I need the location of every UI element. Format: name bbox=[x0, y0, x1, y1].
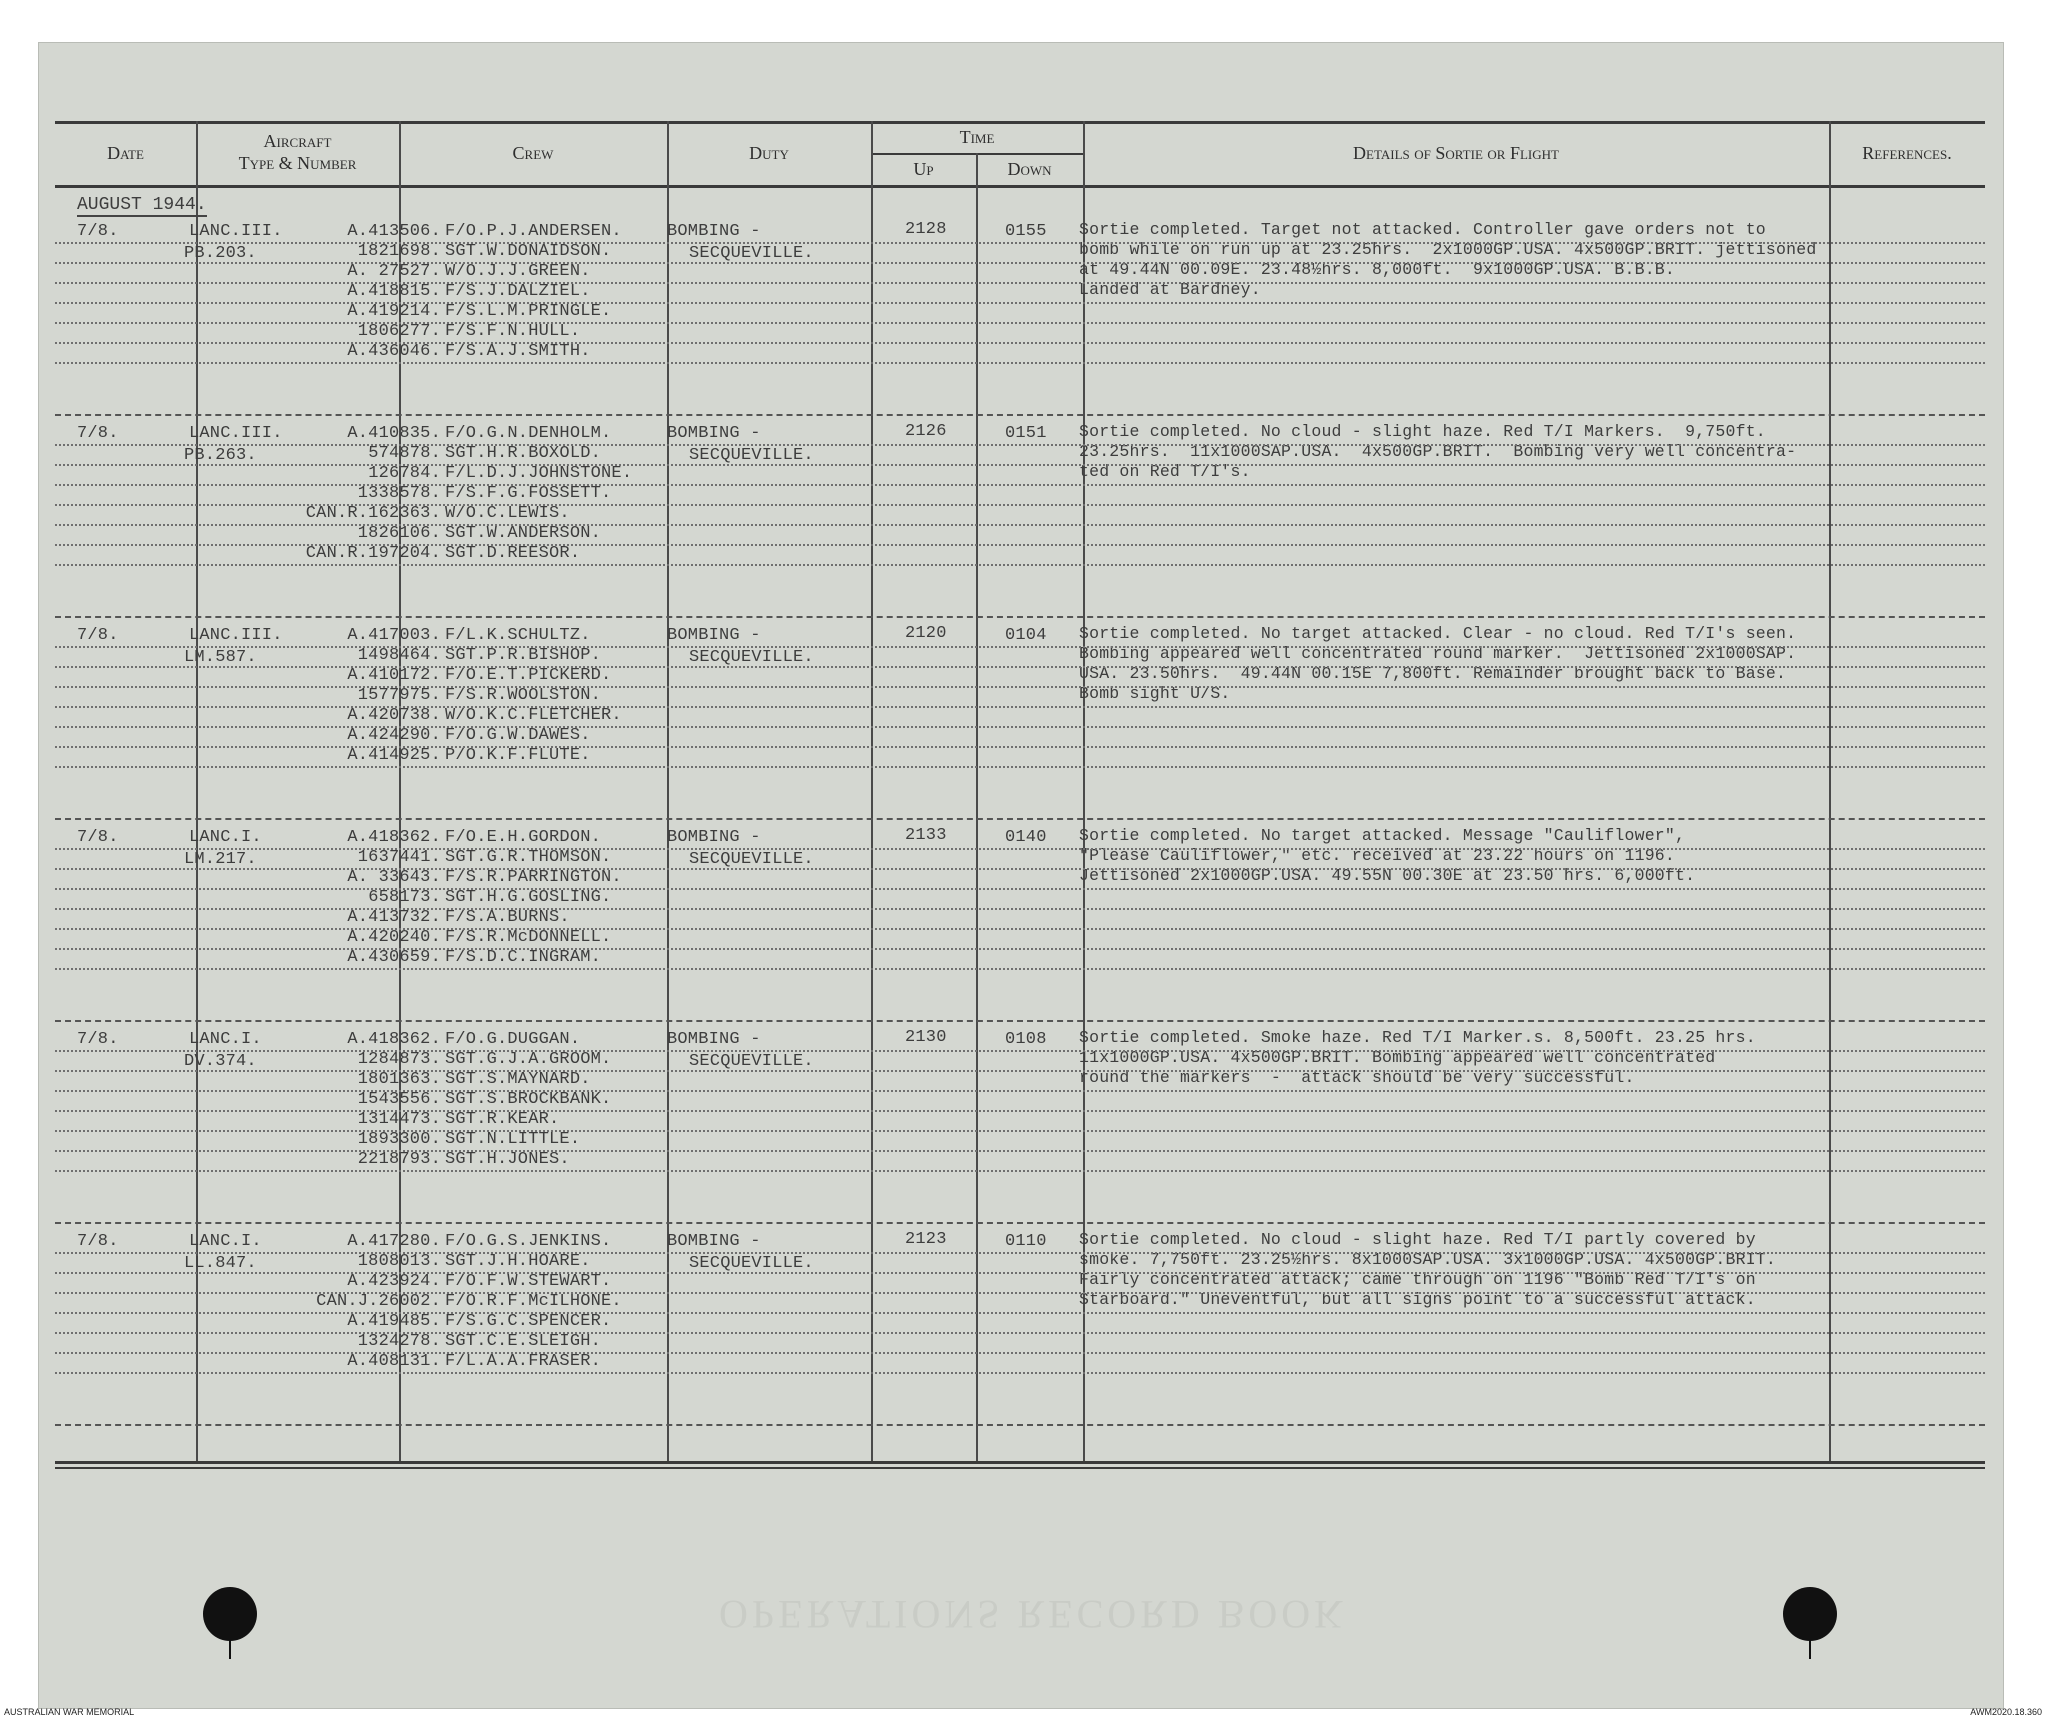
ruled-dotted-line bbox=[55, 868, 1985, 870]
crew-service-number: 1324278. bbox=[357, 1332, 441, 1351]
header-bottom-rule bbox=[55, 185, 1985, 188]
crew-member: F/S.F.N.HULL. bbox=[445, 322, 581, 341]
row-separator bbox=[55, 1424, 1985, 1426]
time-up: 2120 bbox=[905, 624, 947, 643]
bottom-rule-2 bbox=[55, 1467, 1985, 1469]
sortie-detail-line: Bombing appeared well concentrated round marker. Jettisoned 2x1000SAP. bbox=[1079, 644, 1797, 663]
aircraft-line: DV.374. bbox=[184, 1052, 257, 1071]
crew-service-number: A.424290. bbox=[347, 726, 441, 745]
ruled-dotted-line bbox=[55, 282, 1985, 284]
aircraft-line: LANC.III. bbox=[189, 424, 283, 443]
crew-member: F/S.R.PARRINGTON. bbox=[445, 868, 622, 887]
crew-member: SGT.G.J.A.GROOM. bbox=[445, 1050, 612, 1069]
ruled-dotted-line bbox=[55, 1090, 1985, 1092]
crew-member: SGT.H.R.BOXOLD. bbox=[445, 444, 602, 463]
crew-member: F/S.F.G.FOSSETT. bbox=[445, 484, 612, 503]
time-down: 0155 bbox=[1005, 222, 1047, 241]
crew-member: F/S.D.C.INGRAM. bbox=[445, 948, 602, 967]
ruled-dotted-line bbox=[55, 564, 1985, 566]
crew-member: F/S.R.WOOLSTON. bbox=[445, 686, 602, 705]
ruled-dotted-line bbox=[55, 1352, 1985, 1354]
crew-member: SGT.R.KEAR. bbox=[445, 1110, 560, 1129]
sortie-detail-line: Sortie completed. No cloud - slight haze. Red T/I Markers. 9,750ft. bbox=[1079, 422, 1766, 441]
time-up: 2130 bbox=[905, 1028, 947, 1047]
crew-service-number: A. 27527. bbox=[347, 262, 441, 281]
crew-service-number: A.423924. bbox=[347, 1272, 441, 1291]
crew-service-number: A.418815. bbox=[347, 282, 441, 301]
time-down: 0140 bbox=[1005, 828, 1047, 847]
crew-member: F/S.L.M.PRINGLE. bbox=[445, 302, 612, 321]
time-up: 2123 bbox=[905, 1230, 947, 1249]
sortie-date: 7/8. bbox=[77, 222, 119, 241]
bottom-rule-1 bbox=[55, 1461, 1985, 1464]
crew-service-number: A.430659. bbox=[347, 948, 441, 967]
ruled-dotted-line bbox=[55, 342, 1985, 344]
crew-service-number: 1808013. bbox=[357, 1252, 441, 1271]
ruled-dotted-line bbox=[55, 262, 1985, 264]
ruled-dotted-line bbox=[55, 1070, 1985, 1072]
ruled-dotted-line bbox=[55, 322, 1985, 324]
crew-service-number: 1543556. bbox=[357, 1090, 441, 1109]
crew-service-number: A.408131. bbox=[347, 1352, 441, 1371]
sortie-detail-line: 23.25hrs. 11x1000SAP.USA. 4x500GP.BRIT. Bombing very well concentra- bbox=[1079, 442, 1797, 461]
ruled-dotted-line bbox=[55, 928, 1985, 930]
sortie-detail-line: Fairly concentrated attack; came through on 1196 "Bomb Red T/I's on bbox=[1079, 1270, 1756, 1289]
ruled-dotted-line bbox=[55, 1130, 1985, 1132]
crew-service-number: A.413732. bbox=[347, 908, 441, 927]
duty-line: SECQUEVILLE. bbox=[689, 648, 814, 667]
crew-member: SGT.H.JONES. bbox=[445, 1150, 570, 1169]
crew-service-number: 1821698. bbox=[357, 242, 441, 261]
header-details: Details of Sortie or Flight bbox=[1353, 143, 1559, 163]
crew-member: P/O.K.F.FLUTE. bbox=[445, 746, 591, 765]
header-top-rule bbox=[55, 121, 1985, 124]
crew-member: F/O.G.DUGGAN. bbox=[445, 1030, 581, 1049]
ruled-dotted-line bbox=[55, 746, 1985, 748]
ruled-dotted-line bbox=[55, 302, 1985, 304]
aircraft-line: LM.217. bbox=[184, 850, 257, 869]
crew-service-number: 1577975. bbox=[357, 686, 441, 705]
crew-service-number: 1801363. bbox=[357, 1070, 441, 1089]
archive-reference: AWM2020.18.360 bbox=[1970, 1707, 2042, 1717]
crew-member: SGT.S.BROCKBANK. bbox=[445, 1090, 612, 1109]
crew-service-number: 1314473. bbox=[357, 1110, 441, 1129]
aircraft-line: LANC.III. bbox=[189, 626, 283, 645]
sortie-detail-line: "Please Cauliflower," etc. received at 23.22 hours on 1196. bbox=[1079, 846, 1675, 865]
header-aircraft-line2: Type & Number bbox=[238, 153, 357, 173]
duty-line: BOMBING - bbox=[667, 626, 761, 645]
crew-service-number: CAN.R.197204. bbox=[305, 544, 441, 563]
aircraft-line: LANC.I. bbox=[189, 828, 262, 847]
aircraft-line: PB.203. bbox=[184, 244, 257, 263]
ruled-dotted-line bbox=[55, 1050, 1985, 1052]
sortie-detail-line: Sortie completed. Smoke haze. Red T/I Marker.s. 8,500ft. 23.25 hrs. bbox=[1079, 1028, 1756, 1047]
duty-line: SECQUEVILLE. bbox=[689, 446, 814, 465]
sortie-date: 7/8. bbox=[77, 828, 119, 847]
crew-service-number: 2218793. bbox=[357, 1150, 441, 1169]
ruled-dotted-line bbox=[55, 646, 1985, 648]
ruled-dotted-line bbox=[55, 948, 1985, 950]
crew-service-number: A.413506. bbox=[347, 222, 441, 241]
crew-service-number: A. 33643. bbox=[347, 868, 441, 887]
crew-member: F/S.R.McDONNELL. bbox=[445, 928, 612, 947]
sortie-detail-line: smoke. 7,750ft. 23.25½hrs. 8x1000SAP.USA. 3x1000GP.USA. 4x500GP.BRIT. bbox=[1079, 1250, 1777, 1269]
crew-member: F/S.A.J.SMITH. bbox=[445, 342, 591, 361]
sortie-detail-line: Sortie completed. No target attacked. Clear - no cloud. Red T/I's seen. bbox=[1079, 624, 1797, 643]
archive-credit: AUSTRALIAN WAR MEMORIAL bbox=[4, 1707, 135, 1717]
aircraft-line: LM.587. bbox=[184, 648, 257, 667]
ruled-dotted-line bbox=[55, 1170, 1985, 1172]
crew-member: SGT.N.LITTLE. bbox=[445, 1130, 581, 1149]
crew-service-number: A.410835. bbox=[347, 424, 441, 443]
crew-service-number: CAN.R.162363. bbox=[305, 504, 441, 523]
time-down: 0104 bbox=[1005, 626, 1047, 645]
crew-member: SGT.P.R.BISHOP. bbox=[445, 646, 602, 665]
crew-service-number: A.419214. bbox=[347, 302, 441, 321]
crew-service-number: A.420738. bbox=[347, 706, 441, 725]
sortie-detail-line: USA. 23.50hrs. 49.44N 00.15E 7,800ft. Remainder brought back to Base. bbox=[1079, 664, 1787, 683]
header-up: Up bbox=[913, 159, 934, 179]
time-down: 0110 bbox=[1005, 1232, 1047, 1251]
crew-service-number: A.418362. bbox=[347, 1030, 441, 1049]
crew-service-number: A.436046. bbox=[347, 342, 441, 361]
ruled-dotted-line bbox=[55, 484, 1985, 486]
duty-line: BOMBING - bbox=[667, 828, 761, 847]
crew-service-number: A.419485. bbox=[347, 1312, 441, 1331]
ruled-dotted-line bbox=[55, 1110, 1985, 1112]
crew-member: F/O.F.W.STEWART. bbox=[445, 1272, 612, 1291]
header-aircraft-line1: Aircraft bbox=[263, 131, 332, 151]
sortie-date: 7/8. bbox=[77, 424, 119, 443]
crew-member: SGT.W.ANDERSON. bbox=[445, 524, 602, 543]
ruled-dotted-line bbox=[55, 1312, 1985, 1314]
header-crew: Crew bbox=[512, 143, 554, 163]
header-time: Time bbox=[959, 127, 995, 147]
crew-member: F/O.P.J.ANDERSEN. bbox=[445, 222, 622, 241]
sortie-date: 7/8. bbox=[77, 1030, 119, 1049]
sortie-detail-line: bomb while on run up at 23.25hrs. 2x1000GP.USA. 4x500GP.BRIT. jettisoned bbox=[1079, 240, 1817, 259]
crew-member: W/O.C.LEWIS. bbox=[445, 504, 570, 523]
ruled-dotted-line bbox=[55, 504, 1985, 506]
ruled-dotted-line bbox=[55, 888, 1985, 890]
row-separator bbox=[55, 1020, 1985, 1022]
sortie-detail-line: Sortie completed. No cloud - slight haze. Red T/I partly covered by bbox=[1079, 1230, 1756, 1249]
ruled-dotted-line bbox=[55, 1332, 1985, 1334]
crew-service-number: A.417280. bbox=[347, 1232, 441, 1251]
crew-member: F/L.D.J.JOHNSTONE. bbox=[445, 464, 633, 483]
crew-service-number: A.420240. bbox=[347, 928, 441, 947]
sortie-detail-line: 11x1000GP.USA. 4x500GP.BRIT. Bombing appeared well concentrated bbox=[1079, 1048, 1716, 1067]
sortie-date: 7/8. bbox=[77, 1232, 119, 1251]
ruled-dotted-line bbox=[55, 1292, 1985, 1294]
crew-service-number: 1498464. bbox=[357, 646, 441, 665]
crew-service-number: CAN.J.26002. bbox=[316, 1292, 441, 1311]
aircraft-line: LANC.III. bbox=[189, 222, 283, 241]
duty-line: SECQUEVILLE. bbox=[689, 1254, 814, 1273]
ruled-dotted-line bbox=[55, 706, 1985, 708]
show-through-text: OPERATIONS RECORD BOOK bbox=[719, 1592, 1348, 1637]
ruled-dotted-line bbox=[55, 444, 1985, 446]
crew-service-number: 1338578. bbox=[357, 484, 441, 503]
row-separator bbox=[55, 616, 1985, 618]
crew-member: SGT.S.MAYNARD. bbox=[445, 1070, 591, 1089]
crew-service-number: A.414925. bbox=[347, 746, 441, 765]
crew-service-number: 1806277. bbox=[357, 322, 441, 341]
ruled-dotted-line bbox=[55, 544, 1985, 546]
aircraft-line: LANC.I. bbox=[189, 1232, 262, 1251]
time-up: 2128 bbox=[905, 220, 947, 239]
col-divider-up bbox=[976, 153, 978, 1461]
crew-member: F/S.G.C.SPENCER. bbox=[445, 1312, 612, 1331]
aircraft-line: PB.263. bbox=[184, 446, 257, 465]
duty-line: BOMBING - bbox=[667, 1030, 761, 1049]
crew-member: F/O.G.W.DAWES. bbox=[445, 726, 591, 745]
sortie-detail-line: Jettisoned 2x1000GP.USA. 49.55N 00.30E at 23.50 hrs. 6,000ft. bbox=[1079, 866, 1696, 885]
ruled-dotted-line bbox=[55, 968, 1985, 970]
ruled-dotted-line bbox=[55, 1372, 1985, 1374]
ruled-dotted-line bbox=[55, 242, 1985, 244]
header-down: Down bbox=[1007, 159, 1052, 179]
ruled-dotted-line bbox=[55, 1150, 1985, 1152]
ruled-dotted-line bbox=[55, 766, 1985, 768]
crew-service-number: A.417003. bbox=[347, 626, 441, 645]
time-down: 0151 bbox=[1005, 424, 1047, 443]
crew-service-number: 1284873. bbox=[357, 1050, 441, 1069]
sortie-detail-line: at 49.44N 00.09E. 23.48½hrs. 8,000ft. 9x1000GP.USA. B.B.B. bbox=[1079, 260, 1675, 279]
crew-member: F/L.K.SCHULTZ. bbox=[445, 626, 591, 645]
crew-member: SGT.D.REESOR. bbox=[445, 544, 581, 563]
crew-service-number: A.410172. bbox=[347, 666, 441, 685]
ruled-dotted-line bbox=[55, 524, 1985, 526]
crew-member: F/O.R.F.McILHONE. bbox=[445, 1292, 622, 1311]
crew-member: W/O.K.C.FLETCHER. bbox=[445, 706, 622, 725]
sortie-detail-line: Bomb sight U/S. bbox=[1079, 684, 1231, 703]
ruled-dotted-line bbox=[55, 726, 1985, 728]
aircraft-line: LL.847. bbox=[184, 1254, 257, 1273]
crew-member: SGT.C.E.SLEIGH. bbox=[445, 1332, 602, 1351]
sortie-detail-line: round the markers - attack should be very successful. bbox=[1079, 1068, 1635, 1087]
crew-member: F/S.A.BURNS. bbox=[445, 908, 570, 927]
sortie-detail-line: Landed at Bardney. bbox=[1079, 280, 1261, 299]
ruled-dotted-line bbox=[55, 1272, 1985, 1274]
crew-member: F/O.G.S.JENKINS. bbox=[445, 1232, 612, 1251]
crew-member: F/S.J.DALZIEL. bbox=[445, 282, 591, 301]
aircraft-line: LANC.I. bbox=[189, 1030, 262, 1049]
crew-service-number: 1893300. bbox=[357, 1130, 441, 1149]
row-separator bbox=[55, 1222, 1985, 1224]
sortie-detail-line: Sortie completed. Target not attacked. Controller gave orders not to bbox=[1079, 220, 1766, 239]
crew-member: SGT.G.R.THOMSON. bbox=[445, 848, 612, 867]
duty-line: SECQUEVILLE. bbox=[689, 850, 814, 869]
duty-line: SECQUEVILLE. bbox=[689, 244, 814, 263]
row-separator bbox=[55, 414, 1985, 416]
sortie-detail-line: Starboard." Uneventful, but all signs point to a successful attack. bbox=[1079, 1290, 1756, 1309]
ruled-dotted-line bbox=[55, 686, 1985, 688]
crew-service-number: 658173. bbox=[368, 888, 441, 907]
record-sheet bbox=[38, 42, 2004, 1709]
duty-line: BOMBING - bbox=[667, 424, 761, 443]
time-down: 0108 bbox=[1005, 1030, 1047, 1049]
ruled-dotted-line bbox=[55, 848, 1985, 850]
crew-member: F/L.A.A.FRASER. bbox=[445, 1352, 602, 1371]
crew-service-number: 574878. bbox=[368, 444, 441, 463]
duty-line: SECQUEVILLE. bbox=[689, 1052, 814, 1071]
header-date: Date bbox=[107, 143, 144, 163]
time-up: 2133 bbox=[905, 826, 947, 845]
crew-service-number: 126784. bbox=[368, 464, 441, 483]
header-duty: Duty bbox=[749, 143, 789, 163]
duty-line: BOMBING - bbox=[667, 1232, 761, 1251]
crew-service-number: 1637441. bbox=[357, 848, 441, 867]
crew-member: F/O.G.N.DENHOLM. bbox=[445, 424, 612, 443]
crew-service-number: A.418362. bbox=[347, 828, 441, 847]
duty-line: BOMBING - bbox=[667, 222, 761, 241]
crew-member: SGT.J.H.HOARE. bbox=[445, 1252, 591, 1271]
crew-member: SGT.H.G.GOSLING. bbox=[445, 888, 612, 907]
ruled-dotted-line bbox=[55, 666, 1985, 668]
binder-hole-right bbox=[1783, 1587, 1837, 1641]
sortie-detail-line: Sortie completed. No target attacked. Message "Cauliflower", bbox=[1079, 826, 1686, 845]
ruled-dotted-line bbox=[55, 908, 1985, 910]
crew-member: SGT.W.DONAIDSON. bbox=[445, 242, 612, 261]
crew-member: F/O.E.H.GORDON. bbox=[445, 828, 602, 847]
ruled-dotted-line bbox=[55, 1252, 1985, 1254]
sortie-date: 7/8. bbox=[77, 626, 119, 645]
header-references: References. bbox=[1862, 143, 1952, 163]
ruled-dotted-line bbox=[55, 464, 1985, 466]
sortie-detail-line: ted on Red T/I's. bbox=[1079, 462, 1251, 481]
row-separator bbox=[55, 818, 1985, 820]
time-up: 2126 bbox=[905, 422, 947, 441]
crew-service-number: 1826106. bbox=[357, 524, 441, 543]
binder-hole-left bbox=[203, 1587, 257, 1641]
month-heading: AUGUST 1944. bbox=[77, 195, 207, 215]
ruled-dotted-line bbox=[55, 362, 1985, 364]
crew-member: W/O.J.J.GREEN. bbox=[445, 262, 591, 281]
crew-member: F/O.E.T.PICKERD. bbox=[445, 666, 612, 685]
